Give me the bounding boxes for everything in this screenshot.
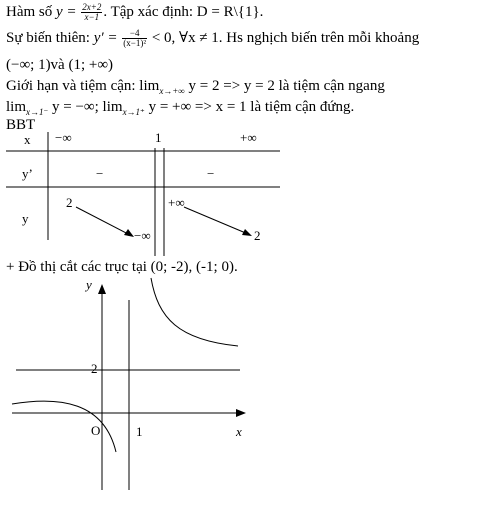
function-denominator: x−1: [84, 12, 100, 23]
monotonic-text: < 0, ∀x ≠ 1. Hs nghịch biến trên mỗi khoảng: [148, 30, 420, 46]
table-sign-left: −: [96, 166, 104, 181]
graph-x-tick-1: 1: [136, 424, 143, 439]
table-label-y: y: [22, 211, 29, 226]
function-symbol: y =: [56, 4, 81, 20]
function-intro-text: Hàm số: [6, 4, 56, 20]
limit-right-sub: x→1⁺: [122, 107, 145, 117]
function-numerator: 2x+2: [82, 2, 102, 13]
graph-y-label: y: [86, 277, 92, 292]
derivative-symbol: y′ =: [93, 30, 122, 46]
table-x-one: 1: [155, 130, 162, 145]
table-y-left-bottom: −∞: [134, 228, 151, 243]
graph-origin-label: O: [91, 423, 101, 438]
limit-left-sub: x→1⁻: [26, 107, 49, 117]
table-y-right-top: +∞: [168, 195, 185, 210]
limit-left-text: y = −∞; lim: [48, 99, 123, 115]
limit-right-text: y = +∞ => x = 1 là tiệm cận đứng.: [144, 99, 355, 115]
variation-intro-text: Sự biến thiên:: [6, 30, 94, 46]
intervals-text: (−∞; 1)và (1; +∞): [6, 57, 114, 73]
table-y-right-bottom: 2: [254, 228, 261, 243]
table-x-pos-inf: +∞: [240, 130, 257, 145]
table-sign-right: −: [207, 166, 215, 181]
graph-x-arrow: [236, 409, 246, 417]
derivative-denominator: (x−1)²: [123, 38, 147, 49]
table-label-x: x: [24, 132, 31, 147]
domain-text: . Tập xác định: D = R\{1}.: [103, 4, 264, 20]
table-x-neg-inf: −∞: [55, 130, 72, 145]
curve-left-branch: [12, 401, 116, 452]
limit-horizontal-sub: x→+∞: [159, 86, 185, 96]
limit-left-lim: lim: [6, 99, 27, 115]
graph-y-tick-2: 2: [91, 361, 98, 376]
graph-x-label: x: [236, 424, 242, 439]
limit-horizontal-text: y = 2 => y = 2 là tiệm cận ngang: [184, 78, 385, 94]
bbt-label: BBT: [6, 117, 36, 133]
table-label-yprime: y’: [22, 166, 33, 181]
curve-right-branch: [151, 278, 238, 346]
derivative-numerator: −4: [122, 29, 147, 39]
table-y-left-top: 2: [66, 195, 73, 210]
graph-y-arrow: [98, 284, 106, 294]
limit-horizontal-lim: Giới hạn và tiệm cận: lim: [6, 78, 160, 94]
intersection-text: + Đồ thị cắt các trục tại (0; -2), (-1; 0).: [6, 259, 238, 275]
